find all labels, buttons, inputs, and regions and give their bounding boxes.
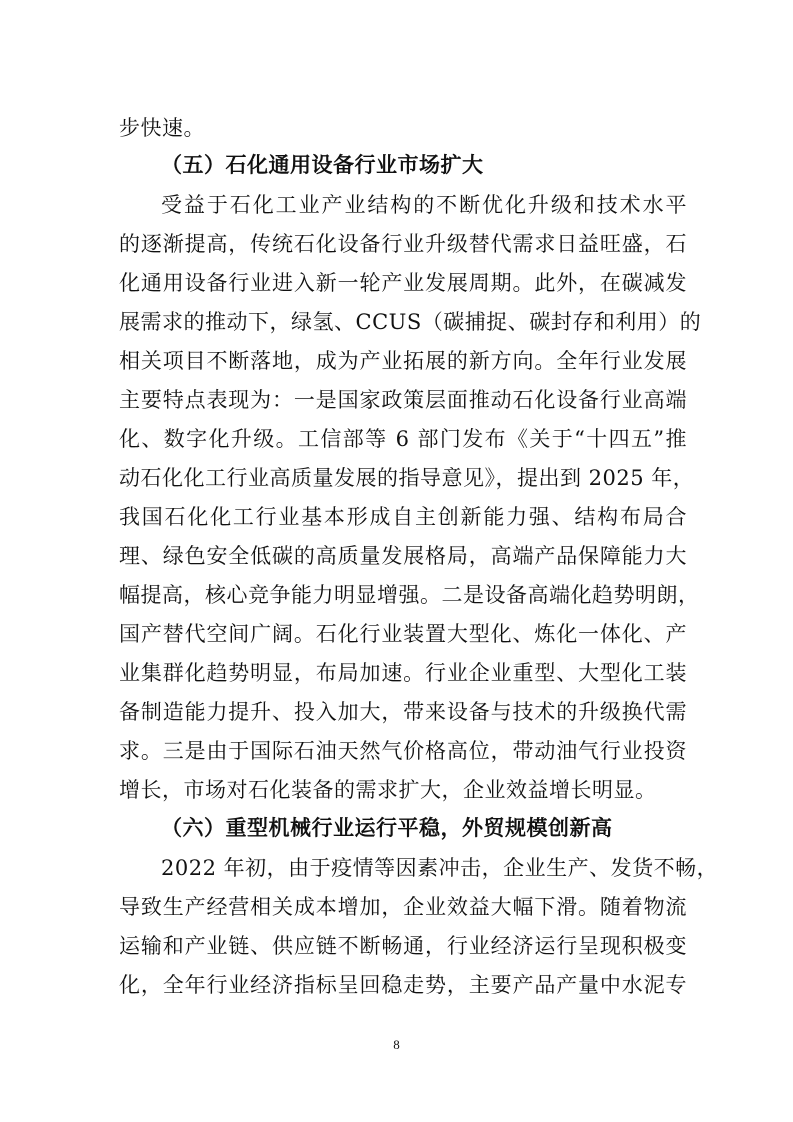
paragraph-line: 导致生产经营相关成本增加，企业效益大幅下滑。随着物流: [119, 895, 687, 919]
paragraph-line: 我国石化化工行业基本形成自主创新能力强、结构布局合: [119, 505, 687, 529]
paragraph-line: 步快速。: [119, 116, 205, 140]
paragraph-line: 幅提高，核心竞争能力明显增强。二是设备高端化趋势明朗，: [119, 583, 700, 607]
section-heading: （五）石化通用设备行业市场扩大: [161, 152, 484, 177]
page-number: 8: [393, 1037, 400, 1052]
paragraph-line: 2022 年初，由于疫情等因素冲击，企业生产、发货不畅，: [161, 856, 719, 880]
paragraph-line: 理、绿色安全低碳的高质量发展格局，高端产品保障能力大: [119, 544, 687, 568]
paragraph-line: 的逐渐提高，传统石化设备行业升级替代需求日益旺盛，石: [119, 232, 687, 256]
paragraph-line: 相关项目不断落地，成为产业拓展的新方向。全年行业发展: [119, 349, 687, 373]
paragraph-line: 备制造能力提升、投入加大，带来设备与技术的升级换代需: [119, 700, 687, 724]
paragraph-line: 化、数字化升级。工信部等 6 部门发布《关于“十四五”推: [119, 427, 687, 451]
paragraph-line: 国产替代空间广阔。石化行业装置大型化、炼化一体化、产: [119, 622, 687, 646]
paragraph-line: 化通用设备行业进入新一轮产业发展周期。此外，在碳减发: [119, 271, 687, 295]
paragraph-line: 受益于石化工业产业结构的不断优化升级和技术水平: [161, 193, 687, 217]
paragraph-line: 求。三是由于国际石油天然气价格高位，带动油气行业投资: [119, 739, 687, 763]
paragraph-line: 动石化化工行业高质量发展的指导意见》，提出到 2025 年，: [119, 466, 695, 490]
paragraph-line: 运输和产业链、供应链不断畅通，行业经济运行呈现积极变: [119, 934, 687, 958]
paragraph-line: 主要特点表现为：一是国家政策层面推动石化设备行业高端: [119, 388, 687, 412]
paragraph-line: 业集群化趋势明显，布局加速。行业企业重型、大型化工装: [119, 661, 687, 685]
section-heading: （六）重型机械行业运行平稳，外贸规模创新高: [161, 815, 613, 840]
paragraph-line: 增长，市场对石化装备的需求扩大，企业效益增长明显。: [119, 778, 657, 802]
paragraph-line: 展需求的推动下，绿氢、CCUS（碳捕捉、碳封存和利用）的: [119, 310, 702, 334]
paragraph-line: 化，全年行业经济指标呈回稳走势，主要产品产量中水泥专: [119, 973, 687, 997]
